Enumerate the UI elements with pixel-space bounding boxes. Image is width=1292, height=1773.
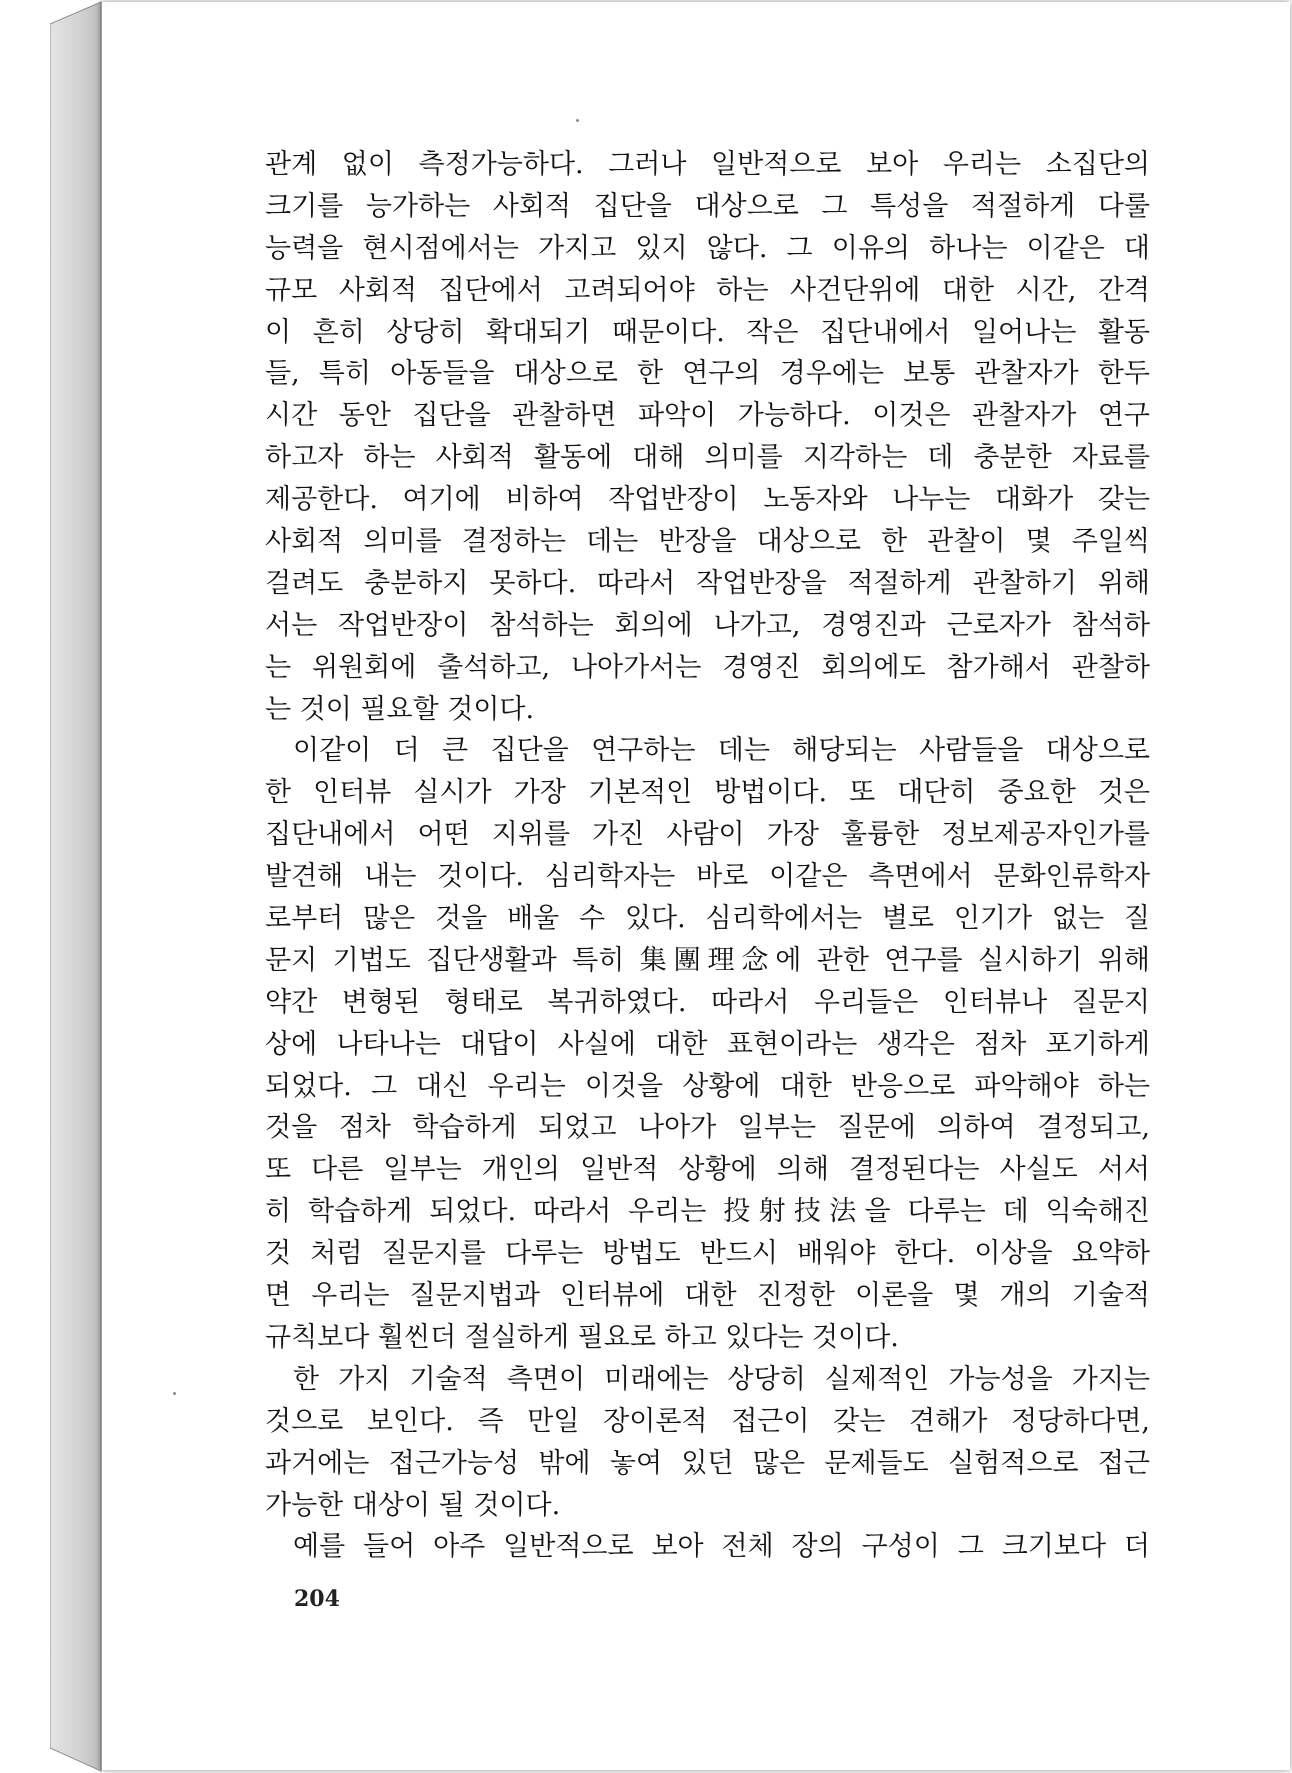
book-spine	[50, 0, 102, 1773]
text-line: 관계 없이 측정가능하다. 그러나 일반적으로 보아 우리는 소집단의	[265, 149, 1150, 180]
text-line: 규모 사회적 집단에서 고려되어야 하는 사건단위에 대한 시간, 간격	[265, 274, 1150, 306]
text-line: 것을 점차 학습하게 되었고 나아가 일부는 질문에 의하여 결정되고,	[265, 1112, 1150, 1144]
text-line: 이 흔히 상당히 확대되기 때문이다. 작은 집단내에서 일어나는 활동	[265, 316, 1150, 348]
text-line: 한 인터뷰 실시가 가장 기본적인 방법이다. 또 대단히 중요한 것은	[265, 777, 1150, 809]
body-text	[265, 144, 1150, 1568]
text-line: 로부터 많은 것을 배울 수 있다. 심리학에서는 별로 인기가 없는 질	[265, 903, 1150, 935]
text-line: 상에 나타나는 대답이 사실에 대한 표현이라는 생각은 점차 포기하게	[265, 1028, 1150, 1060]
text-line: 것 처럼 질문지를 다루는 방법도 반드시 배워야 한다. 이상을 요약하	[265, 1238, 1150, 1270]
text-line: 규칙보다 훨씬더 절실하게 필요로 하고 있다는 것이다.	[265, 1321, 899, 1353]
text-line: 서는 작업반장이 참석하는 회의에 나가고, 경영진과 근로자가 참석하	[265, 609, 1150, 641]
text-line: 문지 기법도 집단생활과 특히 集團理念에 관한 연구를 실시하기 위해	[265, 944, 1150, 976]
text-line: 것으로 보인다. 즉 만일 장이론적 접근이 갖는 견해가 정당하다면,	[265, 1405, 1150, 1437]
paragraph	[265, 1526, 1150, 1568]
text-line: 되었다. 그 대신 우리는 이것을 상황에 대한 반응으로 파악해야 하는	[265, 1070, 1150, 1102]
text-line: 크기를 능가하는 사회적 집단을 대상으로 그 특성을 적절하게 다룰	[265, 190, 1150, 222]
text-line: 한 가지 기술적 측면이 미래에는 상당히 실제적인 가능성을 가지는	[293, 1363, 1150, 1395]
paper-speck	[173, 1392, 176, 1395]
text-line: 집단내에서 어떤 지위를 가진 사람이 가장 훌륭한 정보제공자인가를	[265, 819, 1150, 851]
text-line: 히 학습하게 되었다. 따라서 우리는 投射技法을 다루는 데 익숙해진	[265, 1196, 1150, 1228]
text-line: 과거에는 접근가능성 밖에 놓여 있던 많은 문제들도 실험적으로 접근	[265, 1447, 1150, 1479]
text-line: 걸려도 충분하지 못하다. 따라서 작업반장을 적절하게 관찰하기 위해	[265, 567, 1150, 599]
text-line: 예를 들어 아주 일반적으로 보아 전체 장의 구성이 그 크기보다 더	[293, 1531, 1150, 1563]
text-line: 하고자 하는 사회적 활동에 대해 의미를 지각하는 데 충분한 자료를	[265, 442, 1150, 474]
text-line: 는 것이 필요할 것이다.	[265, 693, 535, 725]
paragraph	[265, 730, 1150, 1358]
page-number: 204	[294, 1586, 340, 1612]
text-line: 이같이 더 큰 집단을 연구하는 데는 해당되는 사람들을 대상으로	[293, 735, 1150, 767]
book-spine-shape	[50, 0, 102, 1773]
paper-speck	[576, 119, 579, 122]
text-line: 발견해 내는 것이다. 심리학자는 바로 이같은 측면에서 문화인류학자	[265, 861, 1150, 893]
paragraph	[265, 144, 1150, 730]
text-line: 시간 동안 집단을 관찰하면 파악이 가능하다. 이것은 관찰자가 연구	[265, 400, 1150, 432]
text-line: 면 우리는 질문지법과 인터뷰에 대한 진정한 이론을 몇 개의 기술적	[265, 1280, 1150, 1312]
text-line: 들, 특히 아동들을 대상으로 한 연구의 경우에는 보통 관찰자가 한두	[265, 358, 1150, 390]
text-line: 가능한 대상이 될 것이다.	[265, 1489, 561, 1521]
text-line: 제공한다. 여기에 비하여 작업반장이 노동자와 나누는 대화가 갖는	[265, 484, 1150, 516]
text-line: 또 다른 일부는 개인의 일반적 상황에 의해 결정된다는 사실도 서서	[265, 1154, 1150, 1186]
text-line: 사회적 의미를 결정하는 데는 반장을 대상으로 한 관찰이 몇 주일씩	[265, 526, 1150, 558]
text-line: 능력을 현시점에서는 가지고 있지 않다. 그 이유의 하나는 이같은 대	[265, 232, 1150, 264]
text-line: 약간 변형된 형태로 복귀하였다. 따라서 우리들은 인터뷰나 질문지	[265, 986, 1150, 1018]
book-page	[101, 2, 1290, 1770]
paragraph	[265, 1359, 1150, 1527]
text-line: 는 위원회에 출석하고, 나아가서는 경영진 회의에도 참가해서 관찰하	[265, 651, 1150, 683]
